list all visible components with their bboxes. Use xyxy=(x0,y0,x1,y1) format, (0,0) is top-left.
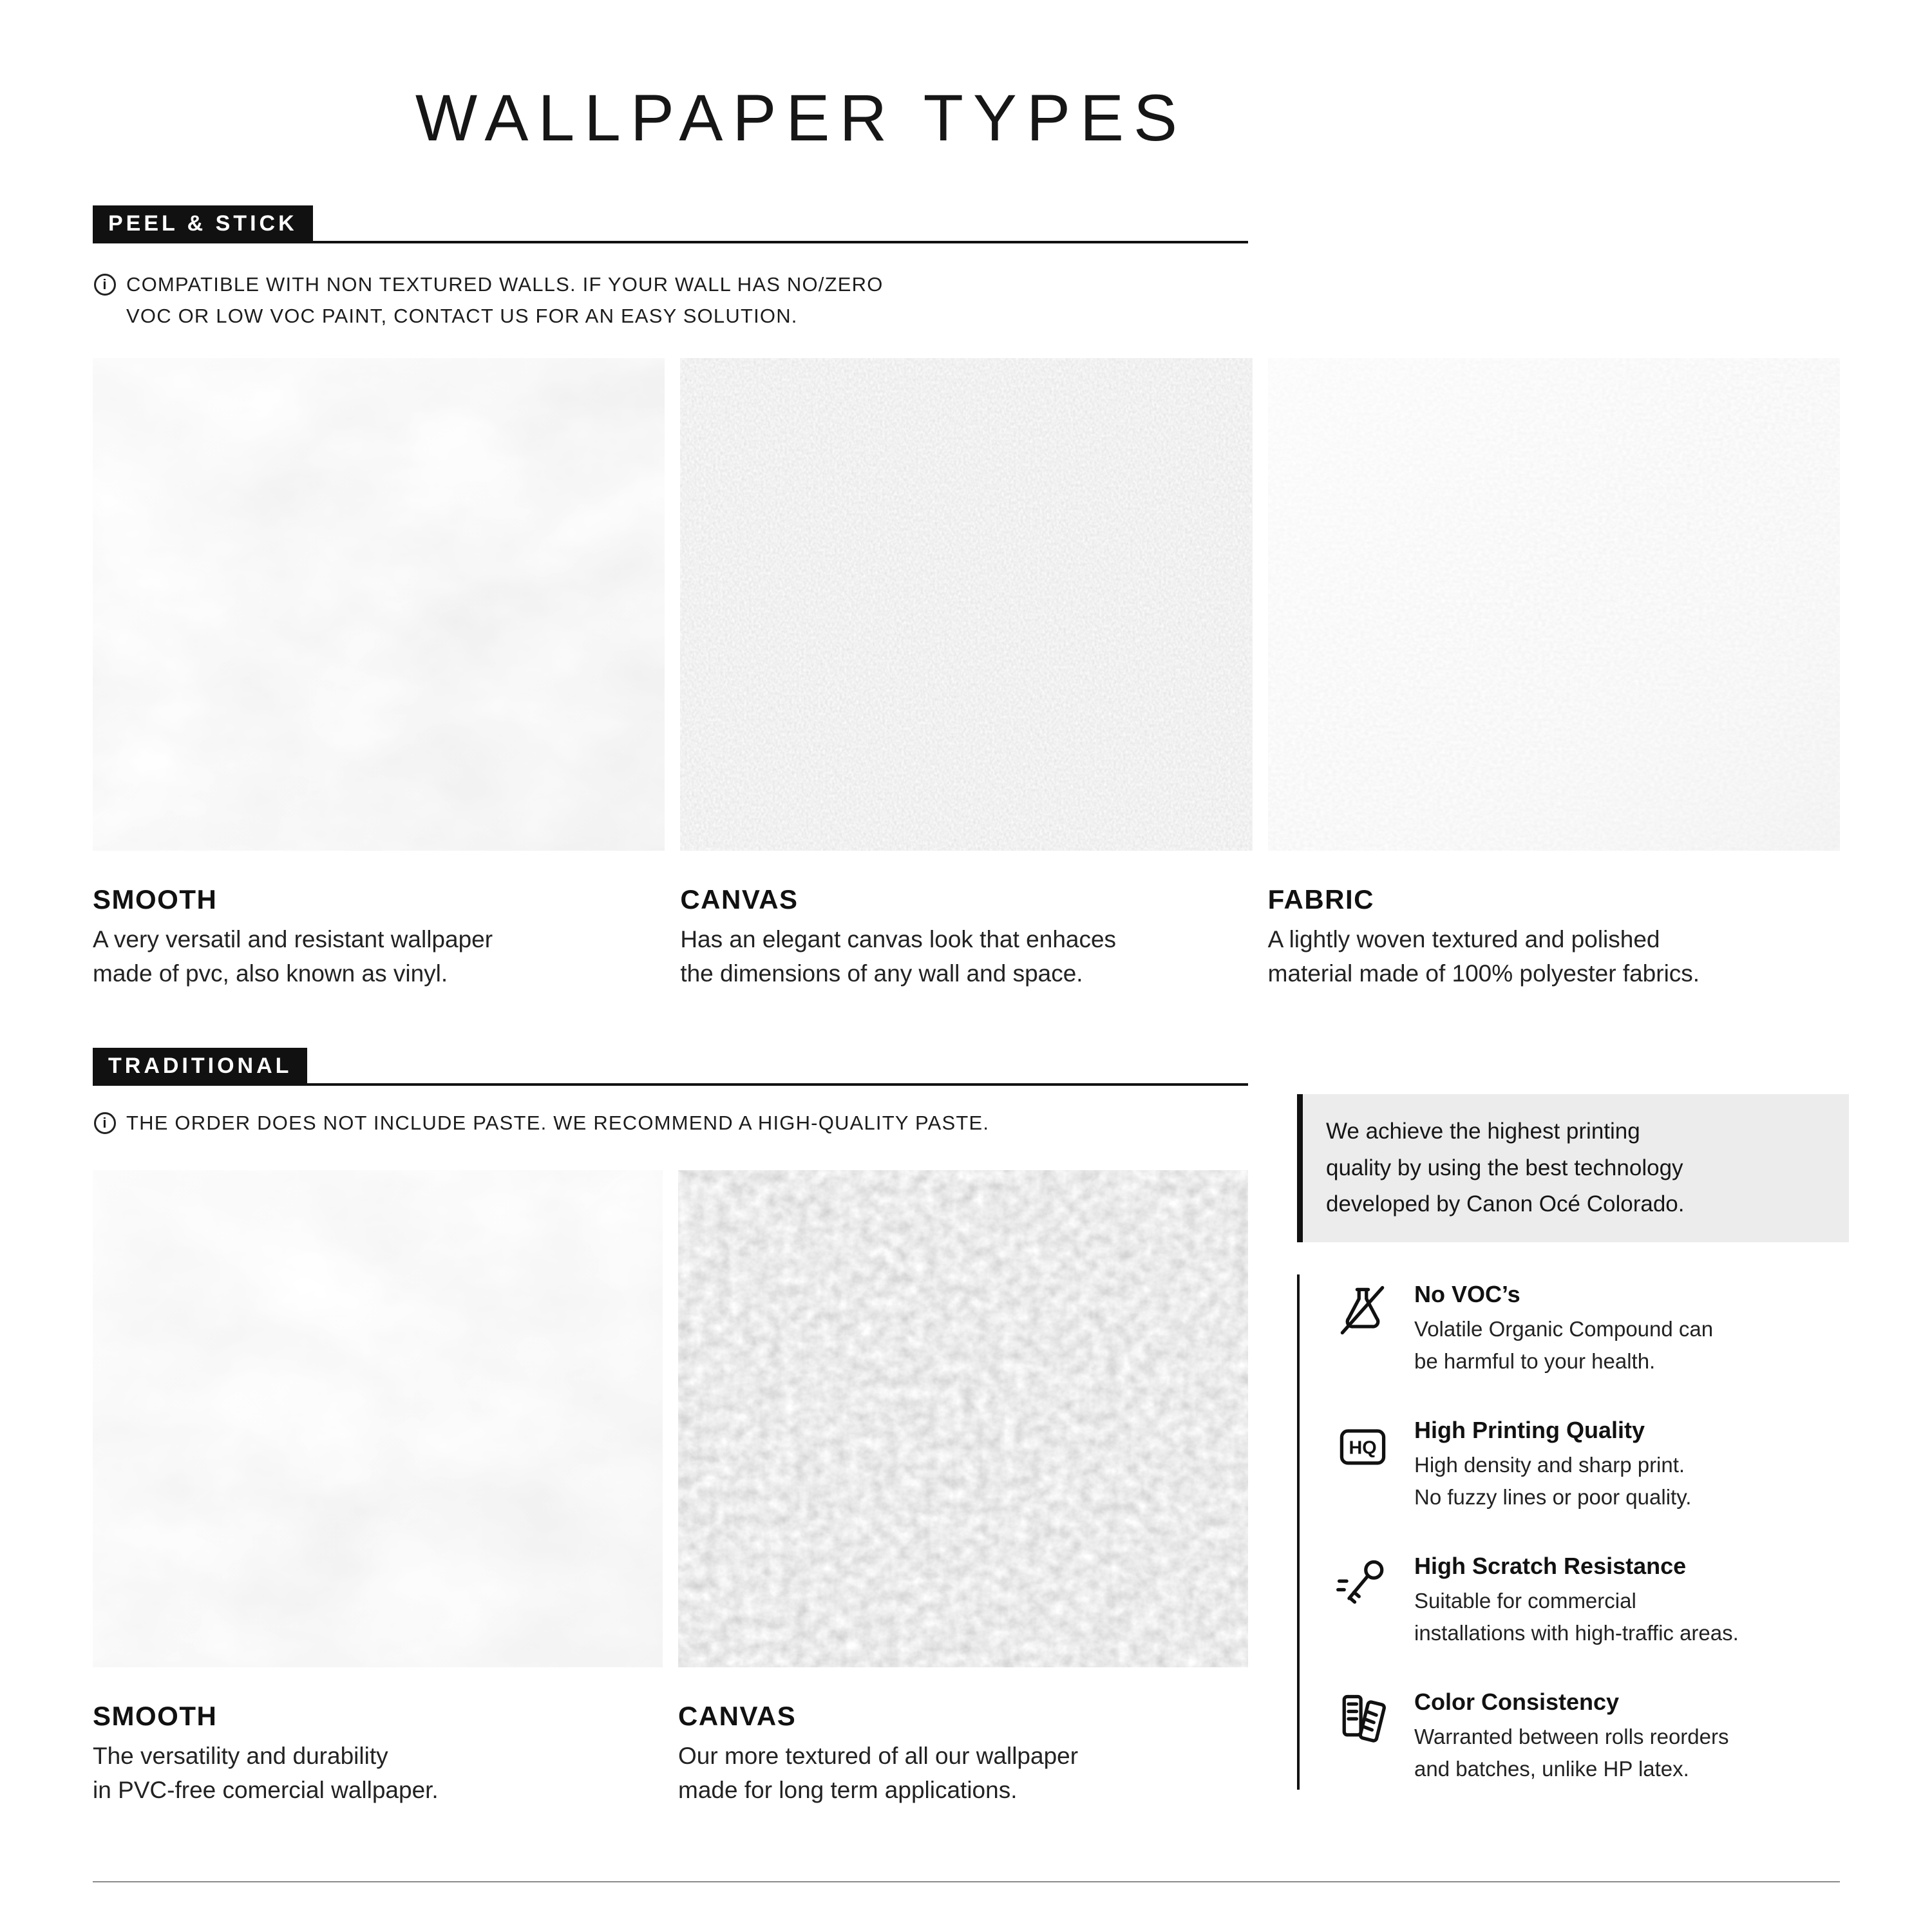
desc-line: installations with high-traffic areas. xyxy=(1414,1620,1739,1645)
swatch-card-canvas-traditional xyxy=(678,1170,1248,1807)
desc-line: material made of 100% polyester fabrics. xyxy=(1267,960,1700,987)
color-swatches-icon xyxy=(1333,1689,1392,1748)
traditional-note xyxy=(94,1108,989,1139)
traditional-badge: TRADITIONAL xyxy=(93,1048,307,1084)
callout-line-3: developed by Canon Océ Colorado. xyxy=(1326,1191,1685,1217)
fine-canvas-texture-image xyxy=(680,358,1252,851)
hq-icon xyxy=(1333,1417,1392,1476)
callout-line-1: We achieve the highest printing xyxy=(1326,1119,1640,1144)
swatch-caption xyxy=(1268,884,1840,990)
feature-high-printing-quality xyxy=(1333,1417,1849,1513)
feature-body xyxy=(1414,1553,1739,1649)
peel-stick-swatch-row xyxy=(93,358,1840,990)
desc-line: A lightly woven textured and polished xyxy=(1267,926,1660,952)
desc-line: and batches, unlike HP latex. xyxy=(1414,1756,1689,1781)
quality-callout-text xyxy=(1303,1094,1707,1242)
woven-fabric-texture-image xyxy=(1268,358,1840,851)
bottom-divider xyxy=(93,1881,1840,1882)
peel-stick-note xyxy=(94,269,884,332)
traditional-section-header xyxy=(93,1050,1248,1086)
note-line-2: VOC OR LOW VOC PAINT, CONTACT US FOR AN EASY SOLUTION. xyxy=(126,304,798,327)
feature-body xyxy=(1414,1281,1713,1377)
feature-high-scratch-resistance xyxy=(1333,1553,1849,1649)
no-voc-icon xyxy=(1333,1281,1392,1340)
swatch-caption xyxy=(93,1701,663,1807)
swatch-description xyxy=(93,923,665,990)
info-icon: i xyxy=(94,274,116,296)
desc-line: made of pvc, also known as vinyl. xyxy=(93,960,448,987)
printing-quality-panel xyxy=(1297,1094,1849,1790)
feature-description xyxy=(1414,1313,1713,1377)
swatch-caption xyxy=(93,884,665,990)
desc-line: made for long term applications. xyxy=(678,1776,1018,1803)
note-line-1: COMPATIBLE WITH NON TEXTURED WALLS. IF YOUR WALL HAS NO/ZERO xyxy=(126,273,884,296)
desc-line: Warranted between rolls reorders xyxy=(1414,1725,1729,1749)
feature-description xyxy=(1414,1449,1691,1513)
swatch-caption xyxy=(678,1701,1248,1807)
swatch-description xyxy=(93,1739,663,1807)
traditional-note-text xyxy=(126,1108,989,1139)
desc-line: Suitable for commercial xyxy=(1414,1589,1636,1613)
swatch-card-smooth-traditional xyxy=(93,1170,663,1807)
key-icon xyxy=(1333,1553,1392,1612)
page-title: WALLPAPER TYPES xyxy=(415,81,1188,155)
swatch-card-fabric-peel xyxy=(1268,358,1840,990)
callout-line-2: quality by using the best technology xyxy=(1326,1155,1683,1180)
peel-stick-note-text xyxy=(126,269,884,332)
info-icon: i xyxy=(94,1112,116,1134)
callout-accent-bar xyxy=(1297,1094,1303,1242)
desc-line: A very versatil and resistant wallpaper xyxy=(93,926,493,952)
swatch-name: FABRIC xyxy=(1267,884,1374,914)
feature-list xyxy=(1297,1274,1849,1790)
desc-line: in PVC-free comercial wallpaper. xyxy=(93,1776,439,1803)
traditional-swatch-row xyxy=(93,1170,1248,1807)
desc-line: the dimensions of any wall and space. xyxy=(680,960,1083,987)
feature-title: Color Consistency xyxy=(1414,1689,1620,1716)
swatch-card-canvas-peel xyxy=(680,358,1252,990)
feature-color-consistency xyxy=(1333,1689,1849,1785)
desc-line: be harmful to your health. xyxy=(1414,1349,1656,1373)
swatch-caption xyxy=(680,884,1252,990)
quality-callout xyxy=(1297,1094,1849,1242)
feature-description xyxy=(1414,1721,1729,1785)
smooth-vinyl-texture-image xyxy=(93,358,665,851)
desc-line: The versatility and durability xyxy=(93,1743,388,1769)
swatch-description xyxy=(680,923,1252,990)
svg-text:HQ: HQ xyxy=(1349,1437,1377,1459)
desc-line: High density and sharp print. xyxy=(1414,1453,1685,1477)
feature-body xyxy=(1414,1689,1729,1785)
swatch-name: CANVAS xyxy=(680,884,799,914)
feature-title: High Printing Quality xyxy=(1414,1417,1645,1444)
swatch-name: SMOOTH xyxy=(93,1701,218,1731)
feature-body xyxy=(1414,1417,1691,1513)
swatch-description xyxy=(1268,923,1840,990)
desc-line: No fuzzy lines or poor quality. xyxy=(1414,1484,1692,1509)
rough-canvas-texture-image xyxy=(678,1170,1248,1667)
feature-no-voc xyxy=(1333,1281,1849,1377)
desc-line: Volatile Organic Compound can xyxy=(1414,1317,1714,1341)
note-line-1: THE ORDER DOES NOT INCLUDE PASTE. WE RECOMMEND A HIGH-QUALITY PASTE. xyxy=(126,1112,990,1134)
peel-stick-badge: PEEL & STICK xyxy=(93,205,313,242)
feature-title: No VOC’s xyxy=(1414,1281,1520,1308)
smooth-matte-texture-image xyxy=(93,1170,663,1667)
peel-stick-section-header xyxy=(93,207,1248,243)
feature-title: High Scratch Resistance xyxy=(1414,1553,1687,1580)
desc-line: Has an elegant canvas look that enhaces xyxy=(680,926,1117,952)
swatch-description xyxy=(678,1739,1248,1807)
swatch-name: CANVAS xyxy=(678,1701,797,1731)
swatch-card-smooth-peel xyxy=(93,358,665,990)
feature-description xyxy=(1414,1585,1739,1649)
desc-line: Our more textured of all our wallpaper xyxy=(678,1743,1079,1769)
swatch-name: SMOOTH xyxy=(93,884,218,914)
